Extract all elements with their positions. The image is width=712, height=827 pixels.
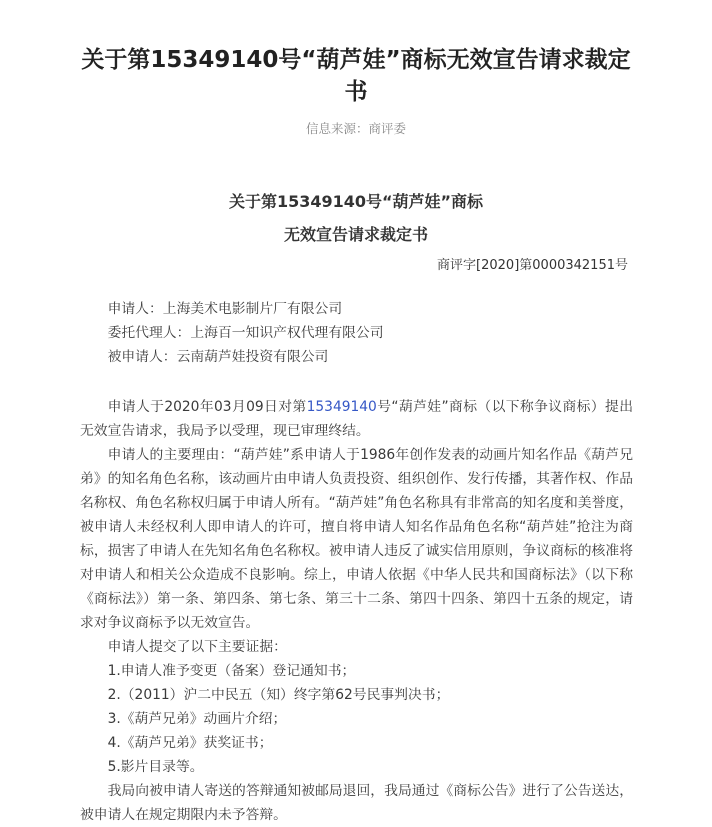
info-source: 信息来源：商评委	[305, 121, 406, 136]
page-title: 关于第15349140号“葫芦娃”商标无效宣告请求裁定书	[81, 47, 631, 105]
document-body	[80, 297, 633, 827]
party-applicant: 申请人：上海美术电影制片厂有限公司	[107, 301, 343, 317]
text: 号“葫芦娃”商标（以下称争议商标）提出无效宣告请求，我局予以受理，现已审理终结。	[80, 399, 633, 439]
evidence-item: 3.《葫芦兄弟》动画片介绍；	[107, 711, 287, 727]
evidence-item: 1.申请人准予变更（备案）登记通知书；	[107, 663, 356, 679]
evidence-intro: 申请人提交了以下主要证据：	[107, 639, 287, 655]
party-agent: 委托代理人：上海百一知识产权代理有限公司	[107, 325, 384, 341]
document-number: 商评字[2020]第0000342151号	[437, 258, 628, 273]
evidence-item: 5.影片目录等。	[107, 759, 204, 775]
document-title-line1: 关于第15349140号“葫芦娃”商标	[228, 192, 484, 211]
party-respondent: 被申请人：云南葫芦娃投资有限公司	[107, 349, 329, 365]
trademark-number-link[interactable]: 15349140	[306, 399, 377, 415]
evidence-item: 2.（2011）沪二中民五（知）终字第62号民事判决书；	[107, 687, 450, 703]
paragraph-request	[80, 395, 633, 443]
paragraph-reasons: 申请人的主要理由：“葫芦娃”系申请人于1986年创作发表的动画片知名作品《葫芦兄弟》的知名角色名称，该动画片由申请人负责投资、组织创作、发行传播，其著作权、作品名称权、角色名称权归属于申请人所有。“葫芦娃”角色名称具有非常高的知名度和美誉度，被申请人未经权利人即申请人的许可，擅自将申请人知名作品角色名称“葫芦娃”抢注为商标，损害了申请人在先知名角色名称权。被申请人违反了诚实信用原则，争议商标的核准将对申请人和相关公众造成不良影响。综上，申请人依据《中华人民共和国商标法》（以下称《商标法》）第一条、第四条、第七条、第三十二条、第四十四条、第四十五条的规定，请求对争议商标予以无效宣告。	[80, 447, 633, 631]
document-title-line2: 无效宣告请求裁定书	[283, 225, 428, 244]
paragraph-notice: 我局向被申请人寄送的答辩通知被邮局退回，我局通过《商标公告》进行了公告送达，被申请人在规定期限内未予答辩。	[80, 783, 633, 823]
evidence-item: 4.《葫芦兄弟》获奖证书；	[107, 735, 273, 751]
text: 申请人于2020年03月09日对第	[107, 399, 307, 415]
